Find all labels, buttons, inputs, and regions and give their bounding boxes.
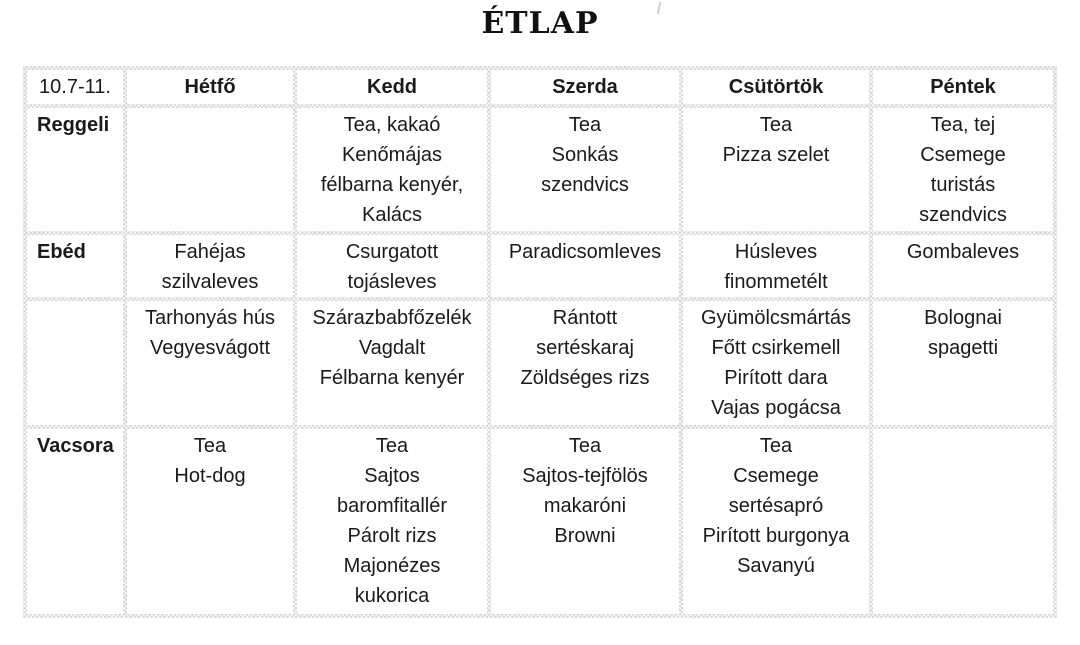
menu-item: Tea xyxy=(375,435,409,458)
day-header-monday: Hétfő xyxy=(127,70,293,104)
menu-item: Hot-dog xyxy=(174,465,246,488)
menu-item: Főtt csirkemell xyxy=(711,336,841,359)
menu-item: Rántott xyxy=(552,306,618,329)
menu-item: Tea, tej xyxy=(930,114,996,137)
date-header: 10.7-11. xyxy=(27,70,123,104)
menu-item: Pizza szelet xyxy=(722,144,830,167)
meal-row-lunch-main xyxy=(27,301,1053,425)
menu-item: tojásleves xyxy=(347,270,437,293)
menu-item: Tea xyxy=(568,435,602,458)
menu-item: Bolognai xyxy=(924,306,1002,329)
menu-item: Vajas pogácsa xyxy=(711,396,841,419)
menu-cell xyxy=(683,235,869,297)
day-header-tuesday: Kedd xyxy=(297,70,487,104)
menu-cell xyxy=(873,235,1053,297)
meal-row-lunch-soup xyxy=(27,235,1053,297)
header-row xyxy=(27,70,1053,104)
row-label xyxy=(27,301,123,425)
menu-cell xyxy=(491,235,679,297)
menu-item: Gyümölcsmártás xyxy=(700,306,852,329)
menu-item: Pirított burgonya xyxy=(702,525,850,548)
row-label: Ebéd xyxy=(27,235,123,297)
menu-item: Tea, kakaó xyxy=(343,114,441,137)
menu-item: baromfitallér xyxy=(336,495,448,518)
menu-item: Pirított dara xyxy=(724,366,828,389)
menu-item: Húsleves xyxy=(734,240,818,263)
menu-item: szendvics xyxy=(919,204,1007,227)
menu-cell xyxy=(127,429,293,614)
menu-item: Paradicsomleves xyxy=(508,240,662,263)
menu-cell xyxy=(491,301,679,425)
menu-item: Sonkás xyxy=(551,144,619,167)
menu-item: Sajtos-tejfölös xyxy=(522,465,648,488)
menu-item: Sajtos xyxy=(364,465,420,488)
menu-item: sertéskaraj xyxy=(536,336,634,359)
menu-item: Vegyesvágott xyxy=(149,336,271,359)
day-header-thursday: Csütörtök xyxy=(683,70,869,104)
menu-cell xyxy=(873,108,1053,230)
menu-item: Csemege xyxy=(733,465,819,488)
menu-item: kukorica xyxy=(354,585,430,608)
menu-item: Tea xyxy=(193,435,227,458)
row-label: Reggeli xyxy=(27,108,123,230)
menu-item: finommetélt xyxy=(724,270,828,293)
menu-item: Gombaleves xyxy=(906,240,1020,263)
menu-item: makaróni xyxy=(543,495,627,518)
menu-cell xyxy=(873,429,1053,614)
menu-item: Félbarna kenyér xyxy=(319,366,465,389)
menu-item: félbarna kenyér, xyxy=(320,174,464,197)
day-header-wednesday: Szerda xyxy=(491,70,679,104)
menu-item: szendvics xyxy=(541,174,629,197)
row-label: Vacsora xyxy=(27,429,123,614)
menu-item: spagetti xyxy=(927,336,999,359)
menu-cell xyxy=(683,429,869,614)
menu-item: Vagdalt xyxy=(358,336,426,359)
menu-cell xyxy=(297,301,487,425)
menu-item: Tarhonyás hús xyxy=(144,306,276,329)
menu-item: sertésapró xyxy=(728,495,824,518)
menu-item: Kenőmájas xyxy=(341,144,443,167)
page-title: ÉTLAP xyxy=(481,6,599,41)
menu-item: Csurgatott xyxy=(345,240,439,263)
meal-row-dinner xyxy=(27,429,1053,614)
menu-item: Szárazbabfőzelék xyxy=(312,306,472,329)
menu-item: Tea xyxy=(759,114,793,137)
menu-item: Csemege xyxy=(920,144,1006,167)
menu-cell xyxy=(127,235,293,297)
menu-item: Kalács xyxy=(361,204,423,227)
menu-item: Fahéjas xyxy=(174,240,246,263)
menu-item: Párolt rizs xyxy=(347,525,437,548)
day-header-friday: Péntek xyxy=(873,70,1053,104)
menu-cell xyxy=(683,108,869,230)
menu-cell xyxy=(297,235,487,297)
menu-item: turistás xyxy=(930,174,996,197)
menu-item: Browni xyxy=(554,525,616,548)
menu-cell xyxy=(491,108,679,230)
menu-item: Tea xyxy=(568,114,602,137)
menu-cell xyxy=(683,301,869,425)
menu-item: szilvaleves xyxy=(161,270,259,293)
menu-cell xyxy=(297,429,487,614)
menu-cell xyxy=(127,108,293,230)
menu-item: Zöldséges rizs xyxy=(520,366,650,389)
menu-cell xyxy=(127,301,293,425)
menu-item: Savanyú xyxy=(737,555,815,578)
menu-cell xyxy=(873,301,1053,425)
meal-row-breakfast xyxy=(27,108,1053,230)
menu-cell xyxy=(491,429,679,614)
menu-item: Tea xyxy=(759,435,793,458)
menu-table xyxy=(23,66,1057,618)
menu-cell xyxy=(297,108,487,230)
menu-item: Majonézes xyxy=(343,555,441,578)
